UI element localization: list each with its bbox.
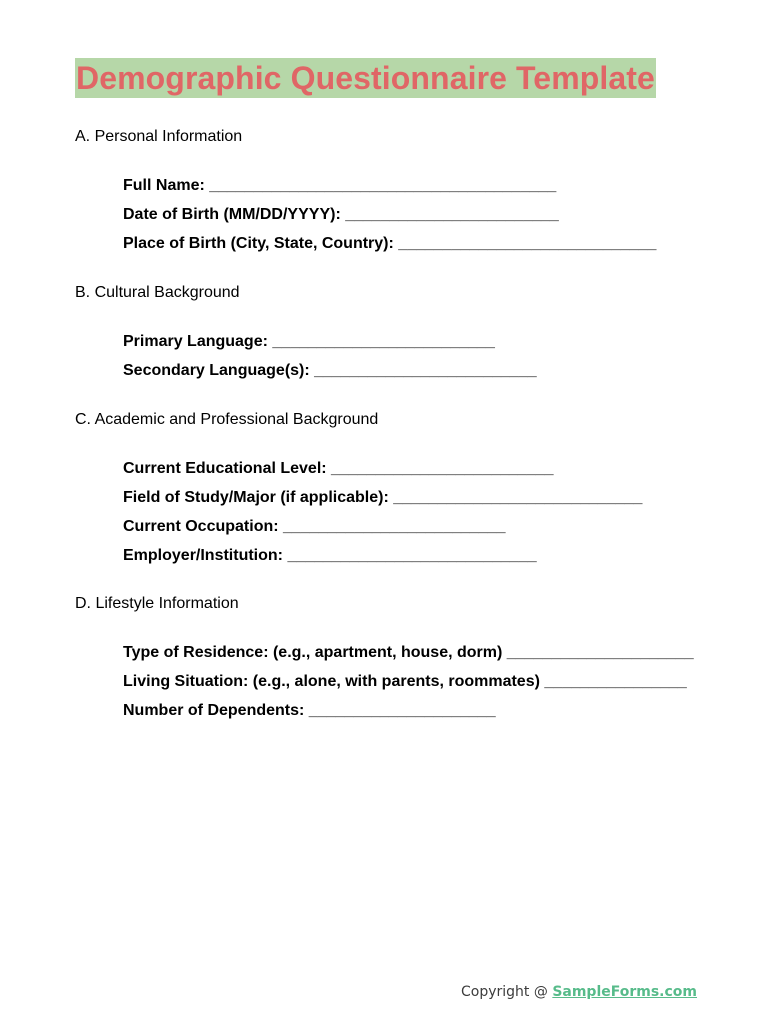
field-blank: ____________________________ <box>287 547 537 564</box>
copyright-footer <box>461 983 697 1001</box>
field-number-of-dependents <box>123 701 496 721</box>
field-label: Primary Language: <box>123 333 268 350</box>
field-type-of-residence <box>123 643 694 663</box>
field-current-occupation <box>123 517 505 537</box>
field-label: Place of Birth (City, State, Country): <box>123 235 394 252</box>
field-blank: _________________________ <box>283 518 506 535</box>
field-blank: _____________________ <box>506 644 694 661</box>
field-blank: _____________________ <box>308 702 496 719</box>
field-blank: _______________________________________ <box>209 177 557 194</box>
field-secondary-languages <box>123 361 537 381</box>
field-full-name <box>123 176 556 196</box>
brand-link[interactable]: SampleForms.com <box>552 984 698 1000</box>
field-label: Full Name: <box>123 177 205 194</box>
field-label: Number of Dependents: <box>123 702 305 719</box>
section-heading-academic-professional: C. Academic and Professional Background <box>75 411 379 428</box>
field-date-of-birth <box>123 205 559 225</box>
field-blank: ________________ <box>544 673 687 690</box>
field-current-educational-level <box>123 459 554 479</box>
field-field-of-study <box>123 488 642 508</box>
field-blank: _________________________ <box>331 460 554 477</box>
field-primary-language <box>123 332 495 352</box>
field-blank: ____________________________ <box>393 489 643 506</box>
field-label: Current Educational Level: <box>123 460 327 477</box>
field-blank: _____________________________ <box>398 235 657 252</box>
field-blank: _________________________ <box>272 333 495 350</box>
field-employer-institution <box>123 546 537 566</box>
field-label: Date of Birth (MM/DD/YYYY): <box>123 206 341 223</box>
field-label: Employer/Institution: <box>123 547 283 564</box>
field-label: Current Occupation: <box>123 518 279 535</box>
field-place-of-birth <box>123 234 656 254</box>
copyright-prefix: Copyright @ <box>461 984 553 1000</box>
section-heading-personal-information: A. Personal Information <box>75 128 243 145</box>
field-blank: ________________________ <box>345 206 559 223</box>
title-highlight <box>75 58 656 98</box>
page-title: Demographic Questionnaire Template <box>76 60 655 96</box>
field-blank: _________________________ <box>314 362 537 379</box>
field-label: Secondary Language(s): <box>123 362 310 379</box>
field-living-situation <box>123 672 687 692</box>
field-label: Field of Study/Major (if applicable): <box>123 489 389 506</box>
section-heading-cultural-background: B. Cultural Background <box>75 284 240 301</box>
section-heading-lifestyle-information: D. Lifestyle Information <box>75 595 239 612</box>
field-label: Type of Residence: (e.g., apartment, house, dorm) <box>123 644 503 661</box>
field-label: Living Situation: (e.g., alone, with parents, roommates) <box>123 673 540 690</box>
